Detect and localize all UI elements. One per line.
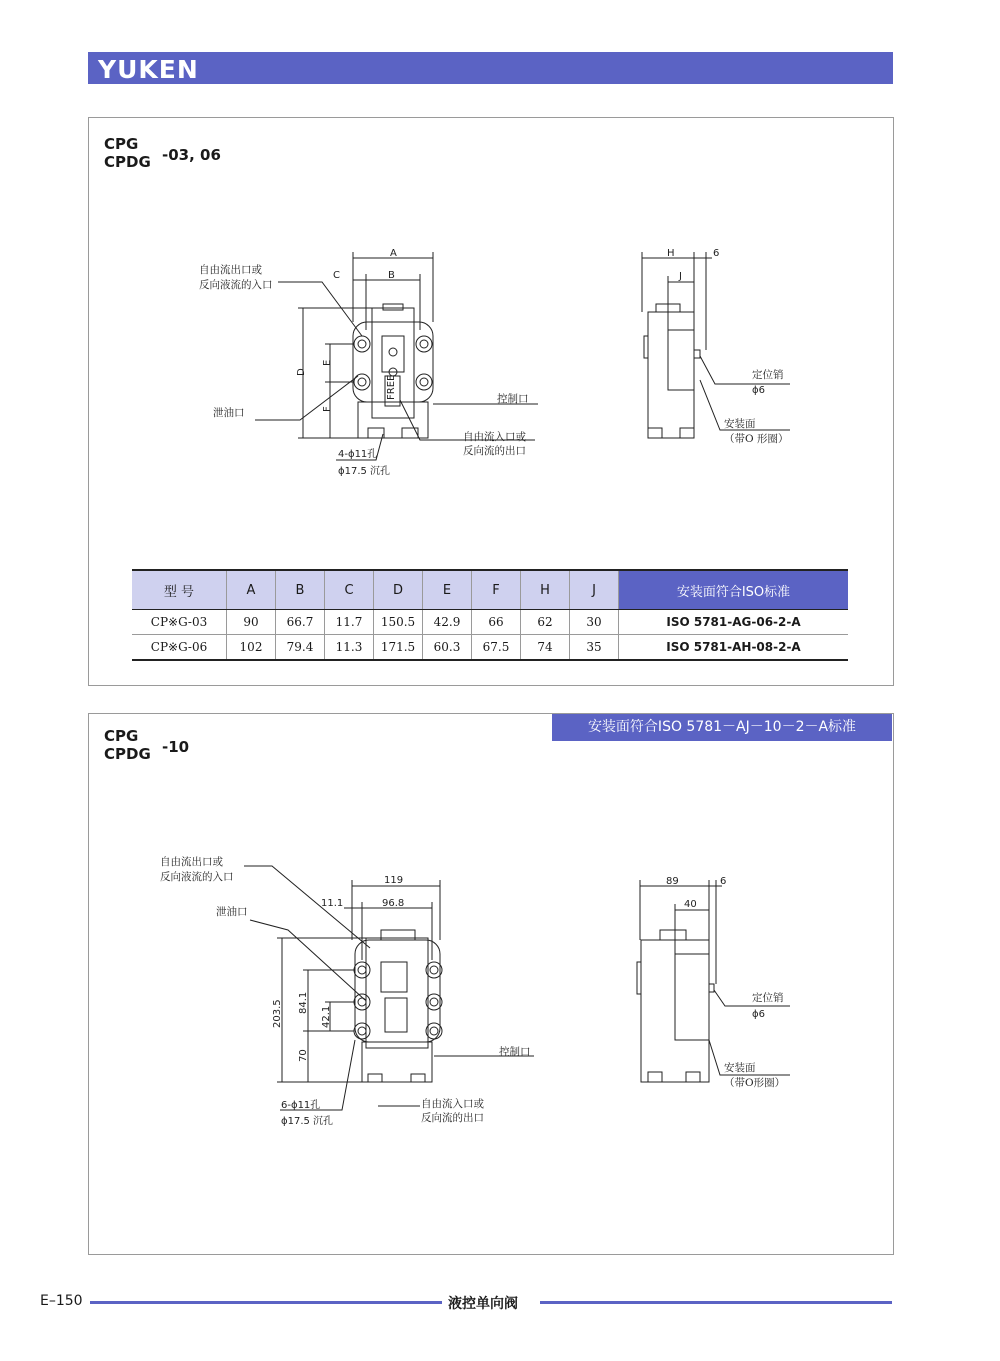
callout-mount: 安装面 <box>724 1062 756 1074</box>
dim-203-5: 203.5 <box>272 999 283 1028</box>
callout-mount: 安装面 <box>724 418 756 430</box>
model-suffix: -10 <box>162 738 190 756</box>
dim-11-1: 11.1 <box>321 898 344 909</box>
cell-iso: ISO 5781-AH-08-2-A <box>619 635 849 661</box>
cell: 67.5 <box>472 635 521 661</box>
footer-rule-left <box>90 1301 442 1304</box>
dim-40: 40 <box>684 899 697 910</box>
th-B: B <box>276 570 325 610</box>
th-A: A <box>227 570 276 610</box>
callout-oring: （带O形圈） <box>724 1077 786 1089</box>
dim-6: 6 <box>720 876 727 887</box>
cell: 62 <box>521 610 570 635</box>
callout-holes: 4-ϕ11孔 <box>338 449 378 460</box>
callout-drain: 泄油口 <box>216 906 248 918</box>
callout-counterbore: ϕ17.5 沉孔 <box>281 1116 334 1127</box>
dim-E: E <box>322 359 333 366</box>
callout-control: 控制口 <box>497 393 529 405</box>
callout-free-in-1: 自由流入口或 <box>421 1098 484 1110</box>
dim-D: D <box>296 368 307 376</box>
dim-70: 70 <box>298 1049 309 1062</box>
callout-drain: 泄油口 <box>213 407 245 419</box>
cell: 102 <box>227 635 276 661</box>
callout-oring: （带O 形圈） <box>724 433 789 445</box>
dim-A: A <box>390 248 397 259</box>
cell: 35 <box>570 635 619 661</box>
callout-pin: 定位销 <box>752 992 784 1004</box>
callout-holes: 6-ϕ11孔 <box>281 1100 321 1111</box>
callout-free-in-2: 反向流的出口 <box>463 445 526 457</box>
dim-B: B <box>388 270 395 281</box>
cell: CP※G-06 <box>132 635 227 661</box>
dim-6: 6 <box>713 248 720 259</box>
cell: 74 <box>521 635 570 661</box>
callout-free-out-1: 自由流出口或 <box>160 856 223 868</box>
dim-119: 119 <box>384 875 404 886</box>
th-H: H <box>521 570 570 610</box>
th-F: F <box>472 570 521 610</box>
th-iso: 安装面符合ISO标准 <box>619 570 849 610</box>
cell: 11.7 <box>325 610 374 635</box>
th-D: D <box>374 570 423 610</box>
footer-title: 液控单向阀 <box>448 1296 518 1312</box>
callout-free-in-2: 反向流的出口 <box>421 1112 484 1124</box>
model-line-cpdg: CPDG <box>104 745 151 763</box>
model-suffix: -03, 06 <box>162 146 221 164</box>
cell: 171.5 <box>374 635 423 661</box>
callout-free-in-1: 自由流入口或 <box>463 431 526 443</box>
dim-C: C <box>333 270 340 281</box>
model-line-cpg: CPG <box>104 727 139 745</box>
cell: 60.3 <box>423 635 472 661</box>
callout-control: 控制口 <box>499 1046 531 1058</box>
cell: 11.3 <box>325 635 374 661</box>
iso-badge: 安装面符合ISO 5781－AJ－10－2－A标准 <box>552 714 892 741</box>
callout-pin-size: ϕ6 <box>752 1009 765 1020</box>
callout-counterbore: ϕ17.5 沉孔 <box>338 466 391 477</box>
cell: 30 <box>570 610 619 635</box>
th-E: E <box>423 570 472 610</box>
footer-rule-right <box>540 1301 892 1304</box>
dim-F: F <box>322 406 333 412</box>
free-mark: FREE <box>386 374 397 400</box>
dim-42-1: 42.1 <box>321 1005 332 1028</box>
cell: CP※G-03 <box>132 610 227 635</box>
model-line-cpg: CPG <box>104 135 139 153</box>
callout-free-out-2: 反向液流的入口 <box>160 871 234 883</box>
dim-H: H <box>667 248 675 259</box>
model-line-cpdg: CPDG <box>104 153 151 171</box>
dim-J: J <box>679 271 682 282</box>
cell: 79.4 <box>276 635 325 661</box>
callout-free-out-1: 自由流出口或 <box>199 264 262 276</box>
dim-84-1: 84.1 <box>298 991 309 1014</box>
cell: 66.7 <box>276 610 325 635</box>
dim-89: 89 <box>666 876 679 887</box>
th-C: C <box>325 570 374 610</box>
cell: 66 <box>472 610 521 635</box>
th-J: J <box>570 570 619 610</box>
cell: 90 <box>227 610 276 635</box>
callout-pin: 定位销 <box>752 369 784 381</box>
dim-96-8: 96.8 <box>382 898 405 909</box>
cell: 150.5 <box>374 610 423 635</box>
callout-free-out-2: 反向液流的入口 <box>199 279 273 291</box>
callout-pin-size: ϕ6 <box>752 385 765 396</box>
page-number: E–150 <box>40 1293 83 1309</box>
th-model: 型 号 <box>132 570 227 610</box>
cell-iso: ISO 5781-AG-06-2-A <box>619 610 849 635</box>
cell: 42.9 <box>423 610 472 635</box>
brand-logo: YUKEN <box>98 55 199 84</box>
